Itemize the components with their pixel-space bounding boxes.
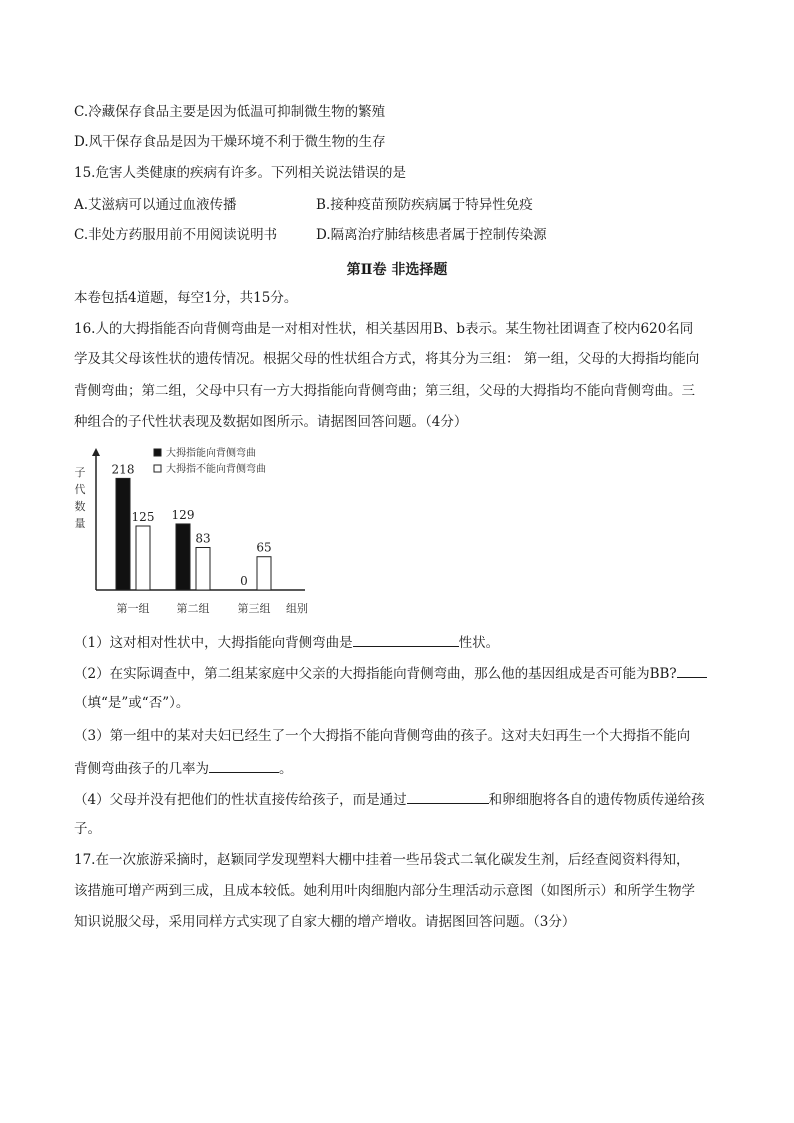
x-axis-label: 组别 [286,602,308,615]
bar-can-bend [116,478,130,590]
legend-swatch [154,449,161,456]
bar-value-label: 125 [131,510,155,524]
q15-stem: 15.危害人类健康的疾病有许多。下列相关说法错误的是 [74,165,406,181]
bar-cannot-bend [196,548,210,590]
y-axis-arrow [92,448,100,456]
q16-sub4-line-1 [74,789,705,809]
q16-sub3-text-b: 背侧弯曲孩子的几率为 [74,761,209,777]
q15-option-d: D.隔离治疗肺结核患者属于控制传染源 [316,227,547,243]
q15-option-a: A.艾滋病可以通过血液传播 [74,197,237,213]
x-tick-label: 第一组 [116,602,150,615]
section-title: 第Ⅱ卷 非选择题 [346,262,448,278]
q16-sub4-line-2: 子。 [74,821,101,837]
bar-value-label: 65 [256,540,272,555]
bar-value-label: 83 [195,531,211,546]
q16-sub2-hint: （填“是”或“否”）。 [74,695,190,711]
q17-line-1: 17.在一次旅游采摘时，赵颖同学发现塑料大棚中挂着一些吊袋式二氧化碳发生剂，后经查阅资料得知， [74,852,690,868]
bar-value-label: 218 [111,462,135,477]
q16-sub1-text-b: 性状。 [458,635,500,651]
q16-stem-line-4: 种组合的子代性状表现及数据如图所示。请据图回答问题。（4分） [74,414,468,430]
q16-sub4-text-a: （4）父母并没有把他们的性状直接传给孩子，而是通过 [74,792,407,808]
bar-can-bend [176,524,190,590]
q16-sub3-answer-blank[interactable] [209,758,279,773]
legend-label: 大拇指不能向背侧弯曲 [166,464,266,475]
y-axis-label-char: 数 [74,500,86,513]
q17-line-3: 知识说服父母，采用同样方式实现了自家大棚的增产增收。请据图回答问题。（3分） [74,914,576,930]
y-axis-label-char: 代 [74,483,86,496]
y-axis-label-char: 量 [74,517,86,530]
q16-sub4-text-b: 和卵细胞将各自的遗传物质传递给孩 [488,792,705,808]
q14-option-c: C.冷藏保存食品主要是因为低温可抑制微生物的繁殖 [74,104,386,120]
q16-stem-line-3: 背侧弯曲；第二组，父母中只有一方大拇指能向背侧弯曲；第三组，父母的大拇指均不能向背侧弯曲。三 [74,383,695,399]
y-axis-label-char: 子 [74,466,86,479]
bar-value-label: 129 [171,507,195,522]
q16-sub1-answer-blank[interactable] [353,632,459,647]
bar-chart [70,440,360,625]
section-note: 本卷包括4道题，每空1分，共15分。 [74,290,298,306]
x-tick-label: 第二组 [176,602,210,615]
q14-option-d: D.风干保存食品是因为干燥环境不利于微生物的生存 [74,134,386,150]
q16-stem-line-1: 16.人的大拇指能否向背侧弯曲是一对相对性状，相关基因用B、b表示。某生物社团调查了校内620名同 [74,321,694,337]
q16-sub1 [74,632,499,652]
q16-sub2-answer-blank[interactable] [677,663,707,678]
q16-sub3-line-1: （3）第一组中的某对夫妇已经生了一个大拇指不能向背侧弯曲的孩子。这对夫妇再生一个大拇指不能向 [74,728,691,744]
x-tick-label: 第三组 [237,602,271,615]
bar-cannot-bend [136,526,150,590]
bar-cannot-bend [257,557,271,590]
q16-sub3-text-c: 。 [279,761,293,777]
q17-line-2: 该措施可增产两到三成，且成本较低。她利用叶肉细胞内部分生理活动示意图（如图所示）和所学生物学 [74,883,695,899]
legend-label: 大拇指能向背侧弯曲 [166,448,256,459]
q16-sub2 [74,663,707,683]
q16-stem-line-2: 学及其父母该性状的遗传情况。根据父母的性状组合方式，将其分为三组： 第一组，父母的大拇指均能向 [74,351,700,367]
q16-sub1-text-a: （1）这对相对性状中，大拇指能向背侧弯曲是 [74,635,353,651]
q16-sub2-text-a: （2）在实际调查中，第二组某家庭中父亲的大拇指能向背侧弯曲，那么他的基因组成是否可能为BB? [74,666,677,682]
q16-sub4-answer-blank[interactable] [407,789,489,804]
q16-sub3-line-2 [74,758,293,778]
bar-value-label: 0 [240,574,248,588]
q15-option-b: B.接种疫苗预防疾病属于特异性免疫 [316,197,533,213]
q15-option-c: C.非处方药服用前不用阅读说明书 [74,227,278,243]
legend-swatch [154,465,161,472]
